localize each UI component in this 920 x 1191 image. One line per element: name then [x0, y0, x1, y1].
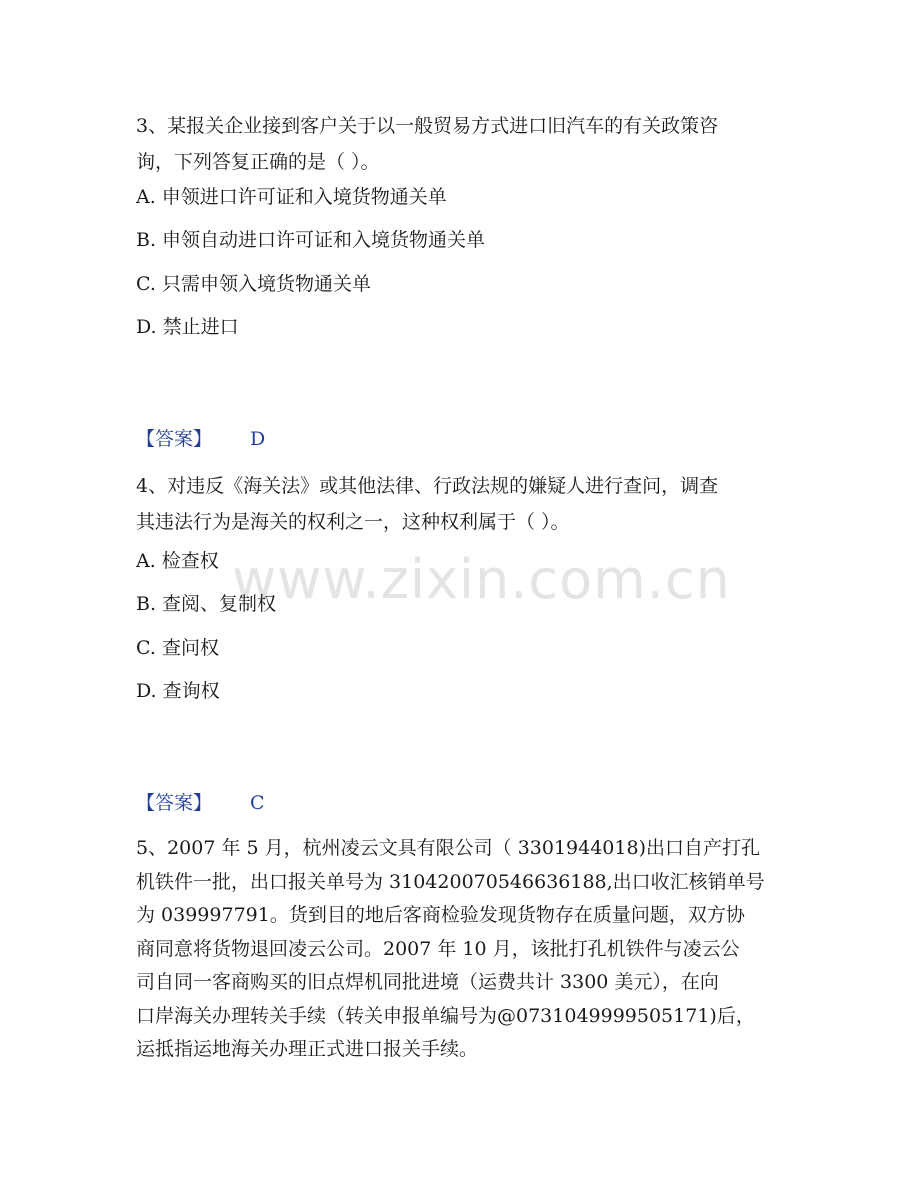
- question-3-line-2: 询，下列答复正确的是（ ）。: [136, 151, 380, 173]
- question-5-line-1: 5、2007 年 5 月，杭州凌云文具有限公司（ 3301944018)出口自产打孔: [136, 837, 760, 859]
- question-3-option-a: A. 申领进口许可证和入境货物通关单: [136, 186, 447, 208]
- question-5-stem: [136, 832, 786, 1067]
- question-3-stem: [136, 108, 786, 180]
- answer-value: C: [250, 792, 265, 814]
- question-4-option-c: C. 查问权: [136, 637, 219, 659]
- question-4-option-d: D. 查询权: [136, 680, 220, 702]
- question-3-option-c: C. 只需申领入境货物通关单: [136, 273, 371, 295]
- answer-label: 【答案】: [136, 792, 213, 814]
- question-5-line-6: 口岸海关办理转关手续（转关申报单编号为@0731049999505171)后，: [136, 1004, 755, 1027]
- question-4-line-1: 4、对违反《海关法》或其他法律、行政法规的嫌疑人进行查问，调查: [136, 475, 719, 497]
- question-5-line-2: 机铁件一批，出口报关单号为 310420070546636188,出口收汇核销单号: [136, 870, 765, 893]
- answer-label: 【答案】: [136, 428, 213, 450]
- question-5-line-7: 运抵指运地海关办理正式进口报关手续。: [136, 1038, 479, 1060]
- question-3-option-d: D. 禁止进口: [136, 316, 239, 338]
- answer-value: D: [250, 428, 266, 450]
- question-3-answer: [136, 424, 265, 454]
- question-4-option-a: A. 检查权: [136, 550, 219, 572]
- question-4-stem: [136, 468, 786, 540]
- question-5-line-4: 商同意将货物退回凌云公司。2007 年 10 月，该批打孔机铁件与凌云公: [136, 937, 740, 960]
- question-3-line-1: 3、某报关企业接到客户关于以一般贸易方式进口旧汽车的有关政策咨: [136, 115, 719, 137]
- question-5-line-5: 司自同一客商购买的旧点焊机同批进境（运费共计 3300 美元），在向: [136, 971, 719, 993]
- question-5-line-3: 为 039997791。货到目的地后客商检验发现货物存在质量问题，双方协: [136, 904, 745, 926]
- question-3-option-b: B. 申领自动进口许可证和入境货物通关单: [136, 229, 486, 251]
- question-4-line-2: 其违法行为是海关的权利之一，这种权利属于（ ）。: [136, 511, 570, 533]
- question-4-answer: [136, 788, 265, 818]
- question-4-option-b: B. 查阅、复制权: [136, 593, 277, 615]
- watermark: www.zixin.com.cn: [232, 548, 731, 611]
